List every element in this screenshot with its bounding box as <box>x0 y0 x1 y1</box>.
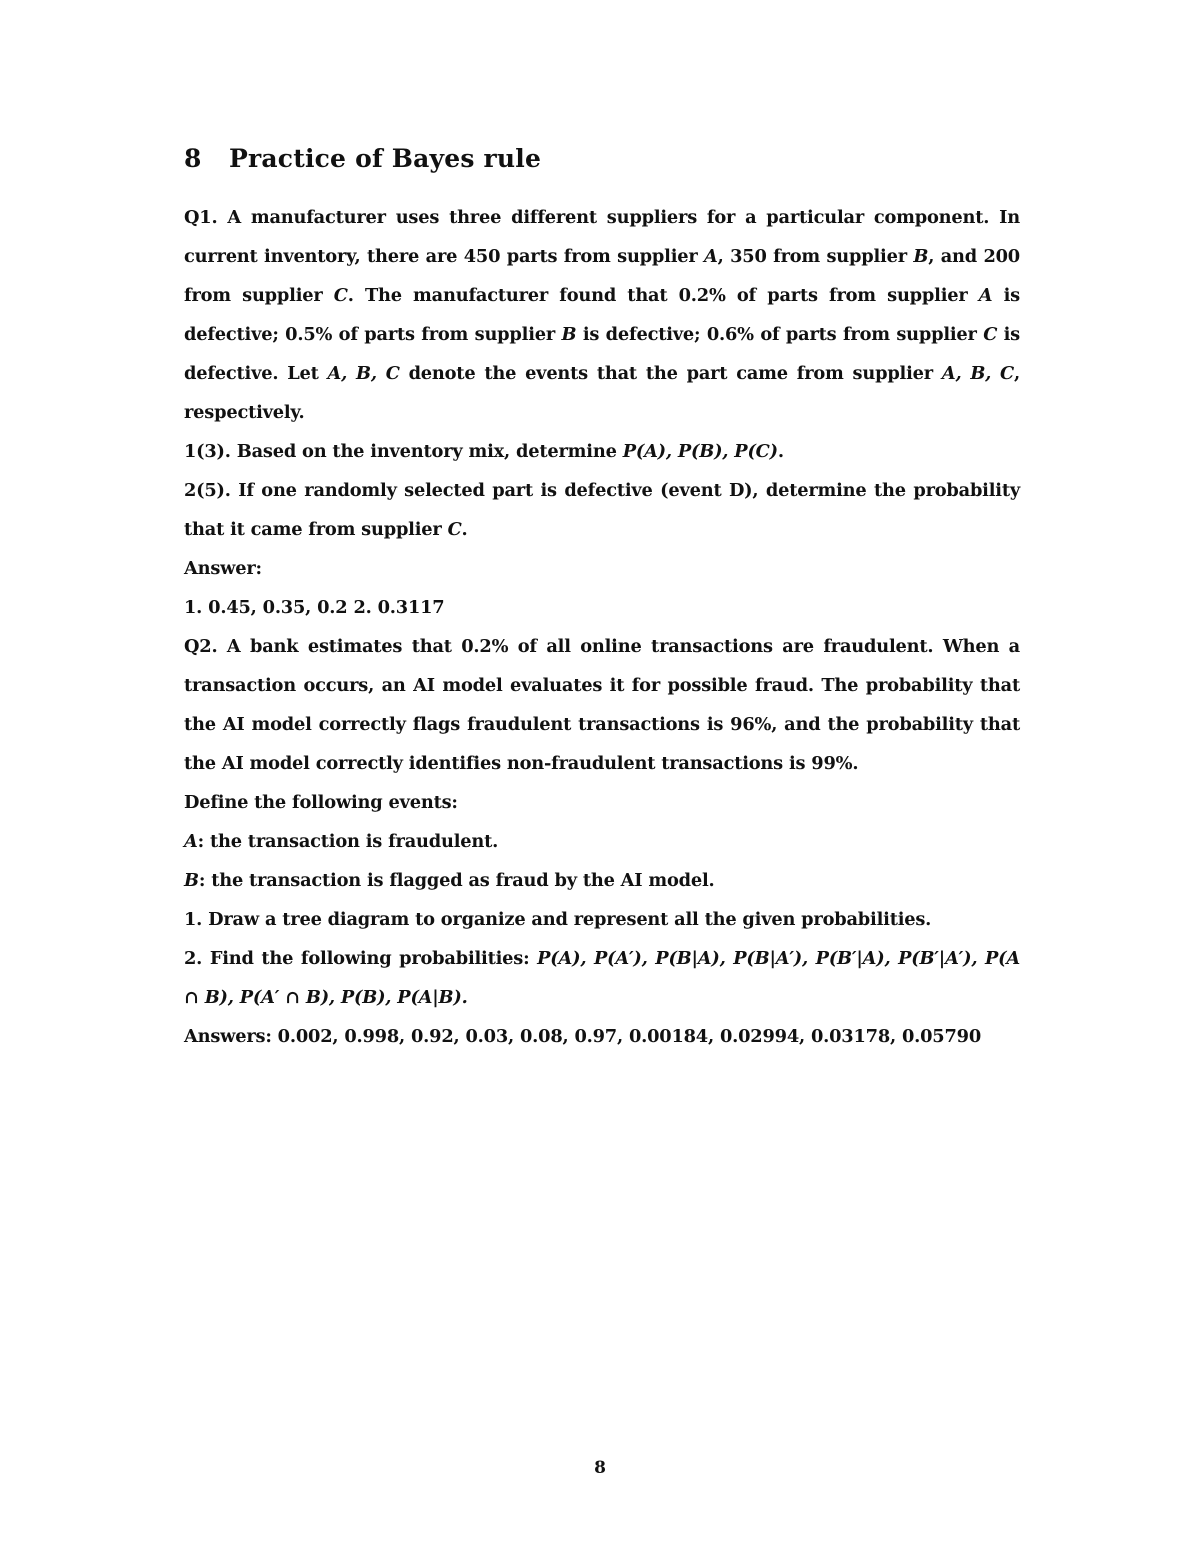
math-var: A <box>184 831 198 852</box>
math-expr: P(A), P(A′), P(B|A), P(B|A′), P(B′|A), P(B′|A′), P(A ∩ B), P(A′ ∩ B), P(B), P(A|B). <box>184 948 1020 1008</box>
event-a-text: : the transaction is fraudulent. <box>197 831 499 852</box>
page-number: 8 <box>594 1458 606 1478</box>
q2-task1: 1. Draw a tree diagram to organize and represent all the given probabilities. <box>184 909 932 930</box>
q2-task2-text: 2. Find the following probabilities: <box>184 948 538 969</box>
q1-text: Q1. A manufacturer uses three different suppliers for a particular component. In current inventory, there are 450 parts from supplier <box>184 207 1020 267</box>
q2-intro: Q2. A bank estimates that 0.2% of all online transactions are fraudulent. When a transaction occurs, an AI model evaluates it for possible fraud. The probability that the AI model correctly flags fraudulent transactions is 96%, and the probability that the AI model correctly identifies non-fraudulent transactions is 99%. <box>184 636 1020 774</box>
q1-text: denote the events that the part came from supplier <box>399 363 942 384</box>
q1-part2-text: 2(5). If one randomly selected part is defective (event D), determine the probability that it came from supplier <box>184 480 1020 540</box>
q1-part1 <box>184 432 1020 471</box>
math-var: A <box>704 246 718 267</box>
q1-text: , and 200 from supplier <box>184 246 1020 306</box>
math-var: A <box>978 285 993 306</box>
math-var: B <box>561 324 577 345</box>
q1-intro <box>184 198 1020 432</box>
q1-part1-text: . <box>777 441 784 462</box>
q2-answers: Answers: 0.002, 0.998, 0.92, 0.03, 0.08, 0.97, 0.00184, 0.02994, 0.03178, 0.05790 <box>184 1026 981 1047</box>
q2-event-b <box>184 861 1020 900</box>
math-var: A, B, C <box>941 363 1014 384</box>
q1-text: is defective; 0.6% of parts from supplier <box>576 324 984 345</box>
section-number: 8 <box>184 144 202 173</box>
q1-text: is defective; 0.5% of parts from supplier <box>184 285 1020 345</box>
q1-part1-text: 1(3). Based on the inventory mix, determine <box>184 441 623 462</box>
math-expr: P(A), P(B), P(C) <box>622 441 778 462</box>
q1-text: is defective. Let <box>184 324 1020 384</box>
q1-answer-label: Answer: <box>184 558 262 579</box>
q2-task2 <box>184 939 1020 1017</box>
event-b-text: : the transaction is flagged as fraud by the AI model. <box>198 870 715 891</box>
q1-part2 <box>184 471 1020 549</box>
math-var: C <box>333 285 348 306</box>
section-heading <box>184 144 541 173</box>
q1-text: , 350 from supplier <box>717 246 914 267</box>
q1-text: , respectively. <box>184 363 1020 423</box>
document-body <box>184 198 1020 1056</box>
math-var: A, B, C <box>327 363 400 384</box>
q1-part2-text: . <box>461 519 468 540</box>
math-var: B <box>184 870 199 891</box>
q2-event-a <box>184 822 1020 861</box>
q2-define-label: Define the following events: <box>184 792 458 813</box>
math-var: B <box>913 246 929 267</box>
math-var: C <box>983 324 998 345</box>
q1-text: . The manufacturer found that 0.2% of parts from supplier <box>347 285 979 306</box>
q1-answer-text: 1. 0.45, 0.35, 0.2 2. 0.3117 <box>184 597 445 618</box>
section-title: Practice of Bayes rule <box>229 144 542 173</box>
math-var: C <box>447 519 462 540</box>
